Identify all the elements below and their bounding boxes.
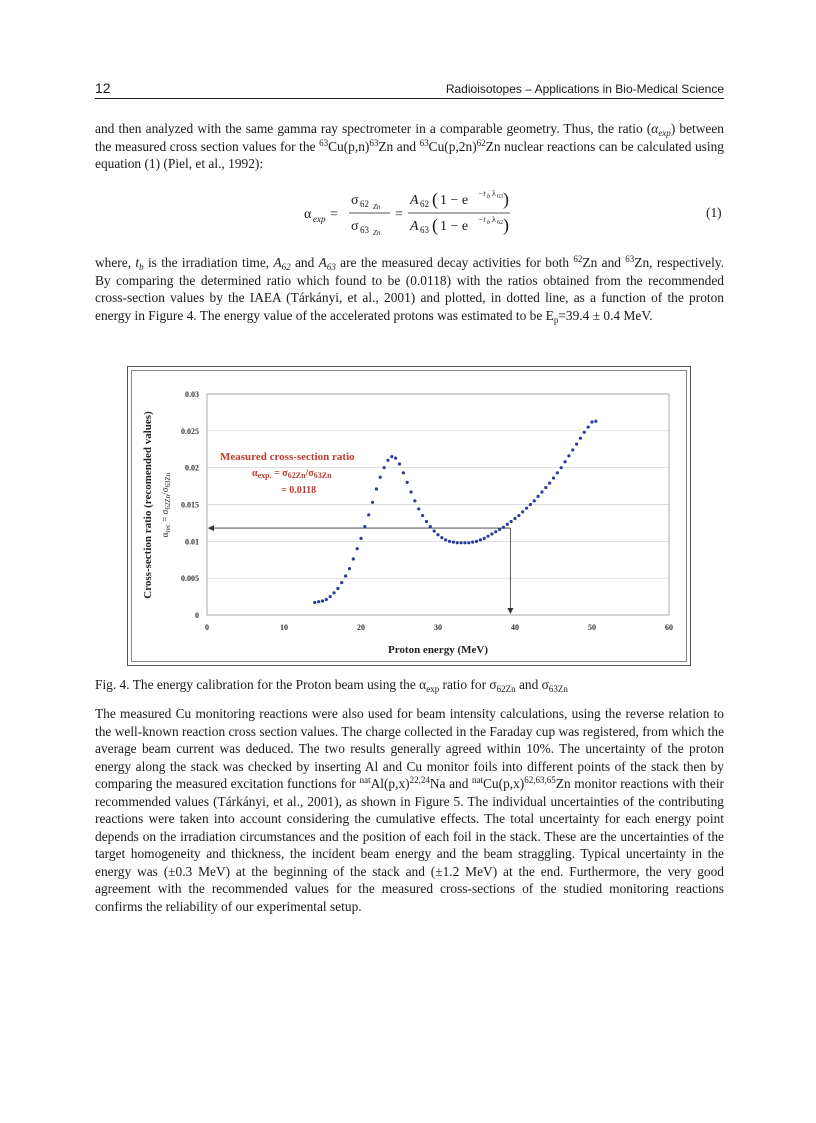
y-tick-label: 0.02	[185, 463, 199, 473]
data-point	[332, 591, 335, 594]
data-point	[506, 523, 509, 526]
data-point	[425, 520, 428, 523]
eq-n63-a: 63	[360, 225, 369, 235]
y-tick-label: 0	[195, 611, 199, 620]
y-tick-label: 0.01	[185, 537, 199, 547]
eq-sigma-63: σ	[351, 219, 359, 234]
paragraph-intro: and then analyzed with the same gamma ray spectrometer in a comparable geometry. Thus, the ratio $(\alpha_{exp})$ between the measured cross section values for the $^{63}Cu(p,n)^{63}Zn$ and $^{63}Cu(p,2n)^{62}Zn$ nuclear reactions can be calculated using equation (1) (Piel, et al., 1992):	[95, 121, 725, 171]
eq-a62-sub: 62	[420, 199, 429, 209]
data-point	[359, 537, 362, 540]
eq-a63-sub: 63	[420, 225, 429, 235]
data-point	[367, 513, 370, 516]
annotation	[220, 451, 355, 496]
data-point	[552, 476, 555, 479]
equation-number: (1)	[706, 205, 722, 220]
data-point	[494, 530, 497, 533]
y-tick-label: 0.025	[181, 426, 199, 436]
eq-sigma-62: σ	[351, 193, 359, 208]
data-point	[486, 535, 489, 538]
data-point	[336, 587, 339, 590]
eq-exponent-top: −t	[478, 189, 486, 198]
data-point	[525, 507, 528, 510]
y-axis-sublabel: $\alpha_{rec} = \sigma_{62Zn}/\sigma_{63Zn}$	[160, 472, 172, 538]
eq-n62-a: 62	[360, 199, 369, 209]
data-point	[409, 490, 412, 493]
data-point	[440, 536, 443, 539]
x-tick-label: 0	[205, 623, 209, 632]
data-point	[390, 455, 393, 458]
data-point	[386, 459, 389, 462]
eq-one-minus-e-top: 1 − e	[440, 193, 469, 208]
data-point	[540, 490, 543, 493]
data-point	[321, 599, 324, 602]
data-points	[313, 420, 597, 604]
figure-caption: Fig. 4. The energy calibration for the Proton beam using the $\alpha_{exp}$ ratio for $\sigma_{62Zn}$ and $\sigma_{63Zn}$	[95, 677, 568, 694]
eq-exponent-b-bot: b	[487, 220, 490, 226]
data-point	[379, 476, 382, 479]
data-point	[436, 533, 439, 536]
data-point	[402, 471, 405, 474]
data-point	[421, 514, 424, 517]
data-point	[448, 540, 451, 543]
data-point	[567, 454, 570, 457]
eq-lambda-top: λ	[492, 189, 496, 198]
paragraph-monitoring: The measured Cu monitoring reactions were also used for beam intensity calculations, using the reverse relation to the well-known reaction cross section values. The charge collected in the Faraday cup was registered, from which the average beam current was deduced. The two results generally agreed within 10%. The uncertainty of the proton energy along the stack was checked by inserting Al and Cu monitor foils into different points of the stack then by comparing the measured excitation functions for $^{nat}Al(p,x)^{22,24}Na$ and $^{nat}Cu(p,x)^{62,63,65}Zn$ monitor reactions with their recommended values (Tárkányi, et al., 2001), as shown in Figure 5. The individual uncertainties of the contributing reactions were taken into account considering the cumulative effects. The total uncertainty for each energy point depends on the irradiation circumstances and the position of each foil in the stack. These are the uncertainties of the target homogeneity and thickness, the incident beam energy and the beam straggling. Typical uncertainty in the energy was (±0.3 MeV) at the beginning of the stack and (±1.2 MeV) at the end. Furthermore, the very good agreement with the recommended values for the measured cross-sections of the studied monitoring reactions confirms the reliability of our experimental setup.	[95, 706, 725, 914]
data-point	[548, 482, 551, 485]
data-point	[452, 540, 455, 543]
data-point	[533, 499, 536, 502]
data-point	[475, 540, 478, 543]
data-point	[467, 541, 470, 544]
y-tick-label: 0.015	[181, 500, 199, 510]
data-point	[375, 487, 378, 490]
data-point	[490, 532, 493, 535]
data-point	[594, 420, 597, 423]
vertical-arrow-head	[507, 608, 513, 614]
energy-calibration-chart	[131, 370, 685, 660]
y-tick-labels	[181, 390, 199, 620]
data-point	[313, 601, 316, 604]
data-point	[460, 541, 463, 544]
x-axis-label: Proton energy (MeV)	[388, 644, 488, 656]
data-point	[513, 517, 516, 520]
data-point	[563, 460, 566, 463]
annotation-line3: = 0.0118	[281, 485, 317, 496]
eq-one-minus-e-bot: 1 − e	[440, 219, 469, 234]
data-point	[344, 574, 347, 577]
eq-paren-close-bot: )	[503, 215, 509, 235]
data-point	[587, 426, 590, 429]
data-point	[394, 456, 397, 459]
data-point	[363, 525, 366, 528]
data-point	[444, 538, 447, 541]
y-tick-label: 0.03	[185, 390, 199, 399]
horizontal-arrow-head	[208, 525, 214, 531]
running-header	[95, 80, 724, 99]
data-point	[413, 499, 416, 502]
equation-1	[0, 185, 816, 245]
data-point	[398, 462, 401, 465]
data-point	[479, 538, 482, 541]
book-title: Radioisotopes – Applications in Bio-Medical Science	[445, 82, 724, 96]
grid-lines	[207, 394, 669, 615]
x-tick-label: 20	[357, 623, 365, 632]
data-point	[544, 486, 547, 489]
data-point	[340, 581, 343, 584]
eq-exponent-b-top: b	[487, 194, 490, 200]
data-point	[325, 598, 328, 601]
annotation-line2: $\alpha_{exp.} = \sigma_{62Zn}/\sigma_{63Zn}$	[252, 468, 332, 480]
data-point	[356, 547, 359, 550]
y-tick-label: 0.005	[181, 574, 199, 584]
x-tick-label: 30	[434, 623, 442, 632]
data-point	[417, 507, 420, 510]
data-point	[575, 442, 578, 445]
data-point	[352, 557, 355, 560]
x-tick-labels	[205, 623, 673, 632]
eq-a63: A	[410, 219, 419, 234]
data-point	[483, 537, 486, 540]
data-point	[590, 420, 593, 423]
eq-paren-close-top: )	[503, 189, 509, 209]
paragraph-where: where, $t_b$ is the irradiation time, $A_{62}$ and $A_{63}$ are the measured decay activities for both $^{62}$Zn and $^{63}$Zn, respectively. By comparing the determined ratio which found to be (0.0118) with the ratios obtained from the recommended cross-section values by the IAEA (Tárkányi, et al., 2001) and plotted, in dotted line, as a function of the proton energy in Figure 4. The energy value of the accelerated protons was estimated to be $E_p=39.4 \pm 0.4$ MeV.	[95, 254, 724, 325]
data-point	[317, 600, 320, 603]
x-tick-label: 50	[588, 623, 596, 632]
data-point	[502, 526, 505, 529]
data-point	[433, 529, 436, 532]
data-point	[429, 525, 432, 528]
data-point	[471, 540, 474, 543]
eq-exponent-bot: −t	[478, 215, 486, 224]
x-tick-label: 10	[280, 623, 288, 632]
eq-lambda-sub-top: 63	[497, 194, 503, 200]
data-point	[579, 437, 582, 440]
eq-zn-b: Zn	[373, 229, 381, 237]
data-point	[463, 541, 466, 544]
data-point	[329, 595, 332, 598]
data-point	[371, 501, 374, 504]
data-point	[571, 448, 574, 451]
y-axis-label: Cross-section ratio (recomended values)	[142, 411, 154, 599]
data-point	[498, 528, 501, 531]
annotation-line1: Measured cross-section ratio	[220, 451, 355, 463]
eq-equals-2: =	[395, 207, 403, 222]
data-point	[556, 471, 559, 474]
eq-paren-open-top: (	[432, 189, 438, 209]
data-point	[583, 431, 586, 434]
eq-alpha: α	[304, 207, 312, 222]
data-point	[510, 520, 513, 523]
data-point	[517, 514, 520, 517]
eq-lambda-sub-bot: 62	[497, 220, 503, 226]
data-point	[348, 567, 351, 570]
data-point	[537, 495, 540, 498]
x-tick-label: 40	[511, 623, 519, 632]
page-number: 12	[95, 80, 111, 96]
data-point	[456, 541, 459, 544]
eq-zn-a: Zn	[373, 203, 381, 211]
eq-a62: A	[410, 193, 419, 208]
data-point	[560, 466, 563, 469]
eq-exp: exp	[313, 214, 326, 224]
x-tick-label: 60	[665, 623, 673, 632]
data-point	[383, 466, 386, 469]
data-point	[406, 481, 409, 484]
data-point	[521, 510, 524, 513]
data-point	[529, 503, 532, 506]
eq-paren-open-bot: (	[432, 215, 438, 235]
eq-lambda-bot: λ	[492, 215, 496, 224]
eq-equals-1: =	[330, 207, 338, 222]
